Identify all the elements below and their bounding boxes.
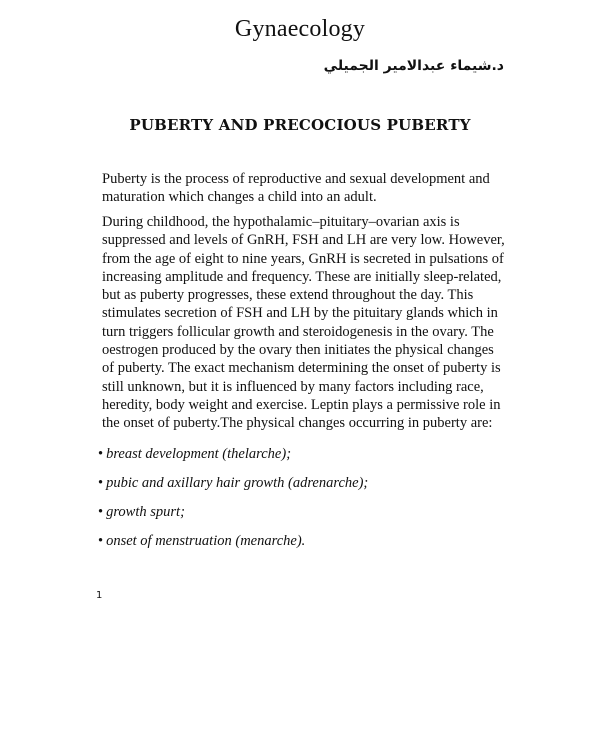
intro-paragraph: Puberty is the process of reproductive and sexual development and maturation which changes a child into an adult. (102, 171, 490, 206)
puberty-changes-list (98, 445, 368, 561)
bullet-icon: • (98, 446, 104, 462)
list-item-text: growth spurt; (106, 504, 185, 520)
body-paragraph: During childhood, the hypothalamic–pituitary–ovarian axis is suppressed and levels of GnRH, FSH and LH are very low. However, from the age of eight to nine years, GnRH is secreted in pulsations of increasing amplitude and frequency. These are initially sleep-related, but as puberty progresses, these extend throughout the day. This stimulates secretion of FSH and LH by the pituitary glands which in turn triggers follicular growth and steroidogenesis in the ovary. The oestrogen produced by the ovary then initiates the physical changes of puberty. The exact mechanism determining the onset of puberty is still unknown, but it is influenced by many factors including race, heredity, body weight and exercise. Leptin plays a permissive role in the onset of puberty.The physical changes occurring in puberty are: (102, 214, 505, 432)
list-item-text: onset of menstruation (menarche). (106, 533, 306, 549)
bullet-icon: • (98, 504, 104, 520)
author-name: د.شيماء عبدالامير الجميلي (323, 58, 504, 74)
document-heading: PUBERTY AND PRECOCIOUS PUBERTY (129, 116, 471, 134)
list-item-text: breast development (thelarche); (106, 446, 292, 462)
bullet-icon: • (98, 533, 104, 549)
list-item (98, 474, 368, 503)
list-item-text: pubic and axillary hair growth (adrenarche); (106, 475, 369, 491)
list-item (98, 445, 368, 474)
list-item (98, 503, 368, 532)
page-number: 1 (96, 590, 103, 601)
list-item (98, 532, 368, 561)
subject-title: Gynaecology (234, 16, 366, 42)
bullet-icon: • (98, 475, 104, 491)
